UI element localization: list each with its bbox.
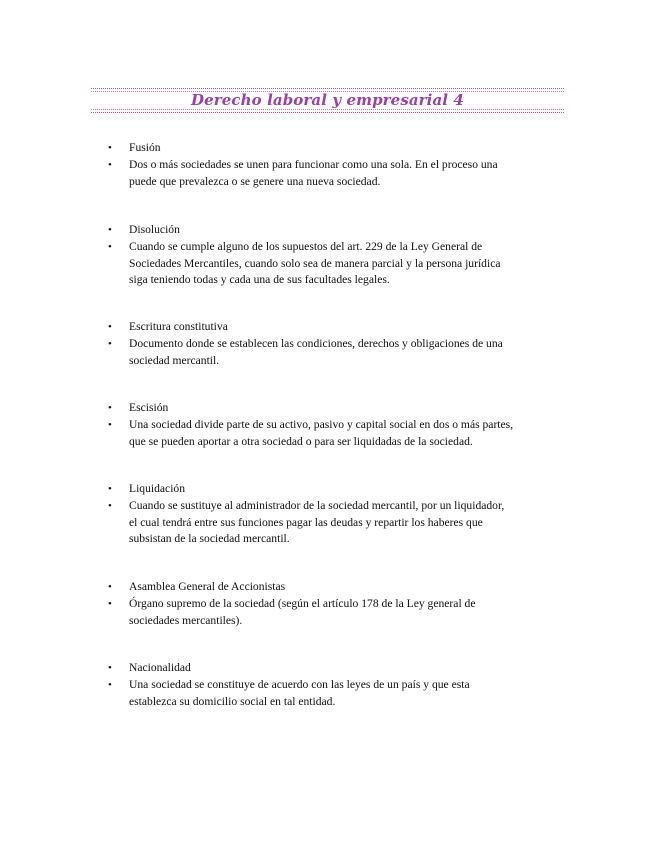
- bullet-icon: •: [108, 499, 112, 512]
- glossary-entry-disolucion: [108, 222, 568, 289]
- glossary-entry-escision: [108, 400, 568, 450]
- term-item: [108, 400, 568, 417]
- term-label: Nacionalidad: [129, 661, 191, 674]
- glossary-entry-fusion: [108, 140, 568, 190]
- definition-line: Cuando se cumple alguno de los supuestos del art. 229 de la Ley General de: [129, 239, 483, 253]
- definition-line: Documento donde se establecen las condiciones, derechos y obligaciones de una: [129, 336, 503, 350]
- definition-line: que se pueden aportar a otra sociedad o para ser liquidadas de la sociedad.: [129, 434, 473, 448]
- term-label: Escisión: [129, 401, 169, 414]
- definition-line: Cuando se sustituye al administrador de la sociedad mercantil, por un liquidador,: [129, 498, 505, 512]
- term-item: [108, 481, 568, 498]
- title-banner: [91, 88, 564, 113]
- bullet-icon: •: [108, 418, 112, 431]
- bullet-icon: •: [108, 483, 112, 495]
- term-label: Fusión: [129, 141, 161, 154]
- term-item: [108, 319, 568, 336]
- definition-line: subsistan de la sociedad mercantil.: [129, 532, 290, 546]
- bullet-icon: •: [108, 224, 112, 236]
- definition-line: sociedades mercantiles).: [129, 613, 243, 627]
- bullet-icon: •: [108, 337, 112, 350]
- bullet-icon: •: [108, 597, 112, 610]
- definition-item: [108, 239, 568, 289]
- term-item: [108, 660, 568, 677]
- glossary-entry-nacionalidad: [108, 660, 568, 710]
- definition-item: [108, 677, 568, 711]
- term-item: [108, 579, 568, 596]
- term-label: Asamblea General de Accionistas: [129, 580, 286, 593]
- bullet-icon: •: [108, 321, 112, 333]
- bullet-icon: •: [108, 402, 112, 414]
- glossary-entry-asamblea-general: [108, 579, 568, 629]
- definition-line: establezca su domicilio social en tal entidad.: [129, 694, 336, 708]
- definition-item: [108, 596, 568, 630]
- term-item: [108, 140, 568, 157]
- definition-line: Órgano supremo de la sociedad (según el artículo 178 de la Ley general de: [129, 596, 476, 610]
- definition-line: Una sociedad se constituye de acuerdo con las leyes de un país y que esta: [129, 677, 470, 691]
- glossary-entry-liquidacion: [108, 481, 568, 548]
- definition-line: siga teniendo todas y cada una de sus facultades legales.: [129, 273, 390, 287]
- bullet-icon: •: [108, 142, 112, 154]
- definition-line: Una sociedad divide parte de su activo, pasivo y capital social en dos o más partes,: [129, 417, 514, 431]
- bullet-icon: •: [108, 240, 112, 253]
- term-label: Disolución: [129, 223, 180, 236]
- definition-line: el cual tendrá entre sus funciones pagar las deudas y repartir los haberes que: [129, 515, 483, 529]
- term-label: Liquidación: [129, 482, 186, 495]
- definition-line: puede que prevalezca o se genere una nueva sociedad.: [129, 174, 381, 188]
- definition-item: [108, 417, 568, 451]
- bullet-icon: •: [108, 678, 112, 691]
- bullet-icon: •: [108, 158, 112, 171]
- definition-line: sociedad mercantil.: [129, 353, 220, 367]
- definition-line: Dos o más sociedades se unen para funcionar como una sola. En el proceso una: [129, 157, 498, 171]
- definition-line: Sociedades Mercantiles, cuando solo sea de manera parcial y la persona jurídica: [129, 256, 501, 270]
- bullet-icon: •: [108, 581, 112, 593]
- glossary-entry-escritura-constitutiva: [108, 319, 568, 369]
- bullet-icon: •: [108, 662, 112, 674]
- definition-item: [108, 157, 568, 191]
- document-title: Derecho laboral y empresarial 4: [191, 91, 464, 109]
- definition-item: [108, 498, 568, 548]
- term-item: [108, 222, 568, 239]
- term-label: Escritura constitutiva: [129, 320, 228, 333]
- definition-item: [108, 336, 568, 370]
